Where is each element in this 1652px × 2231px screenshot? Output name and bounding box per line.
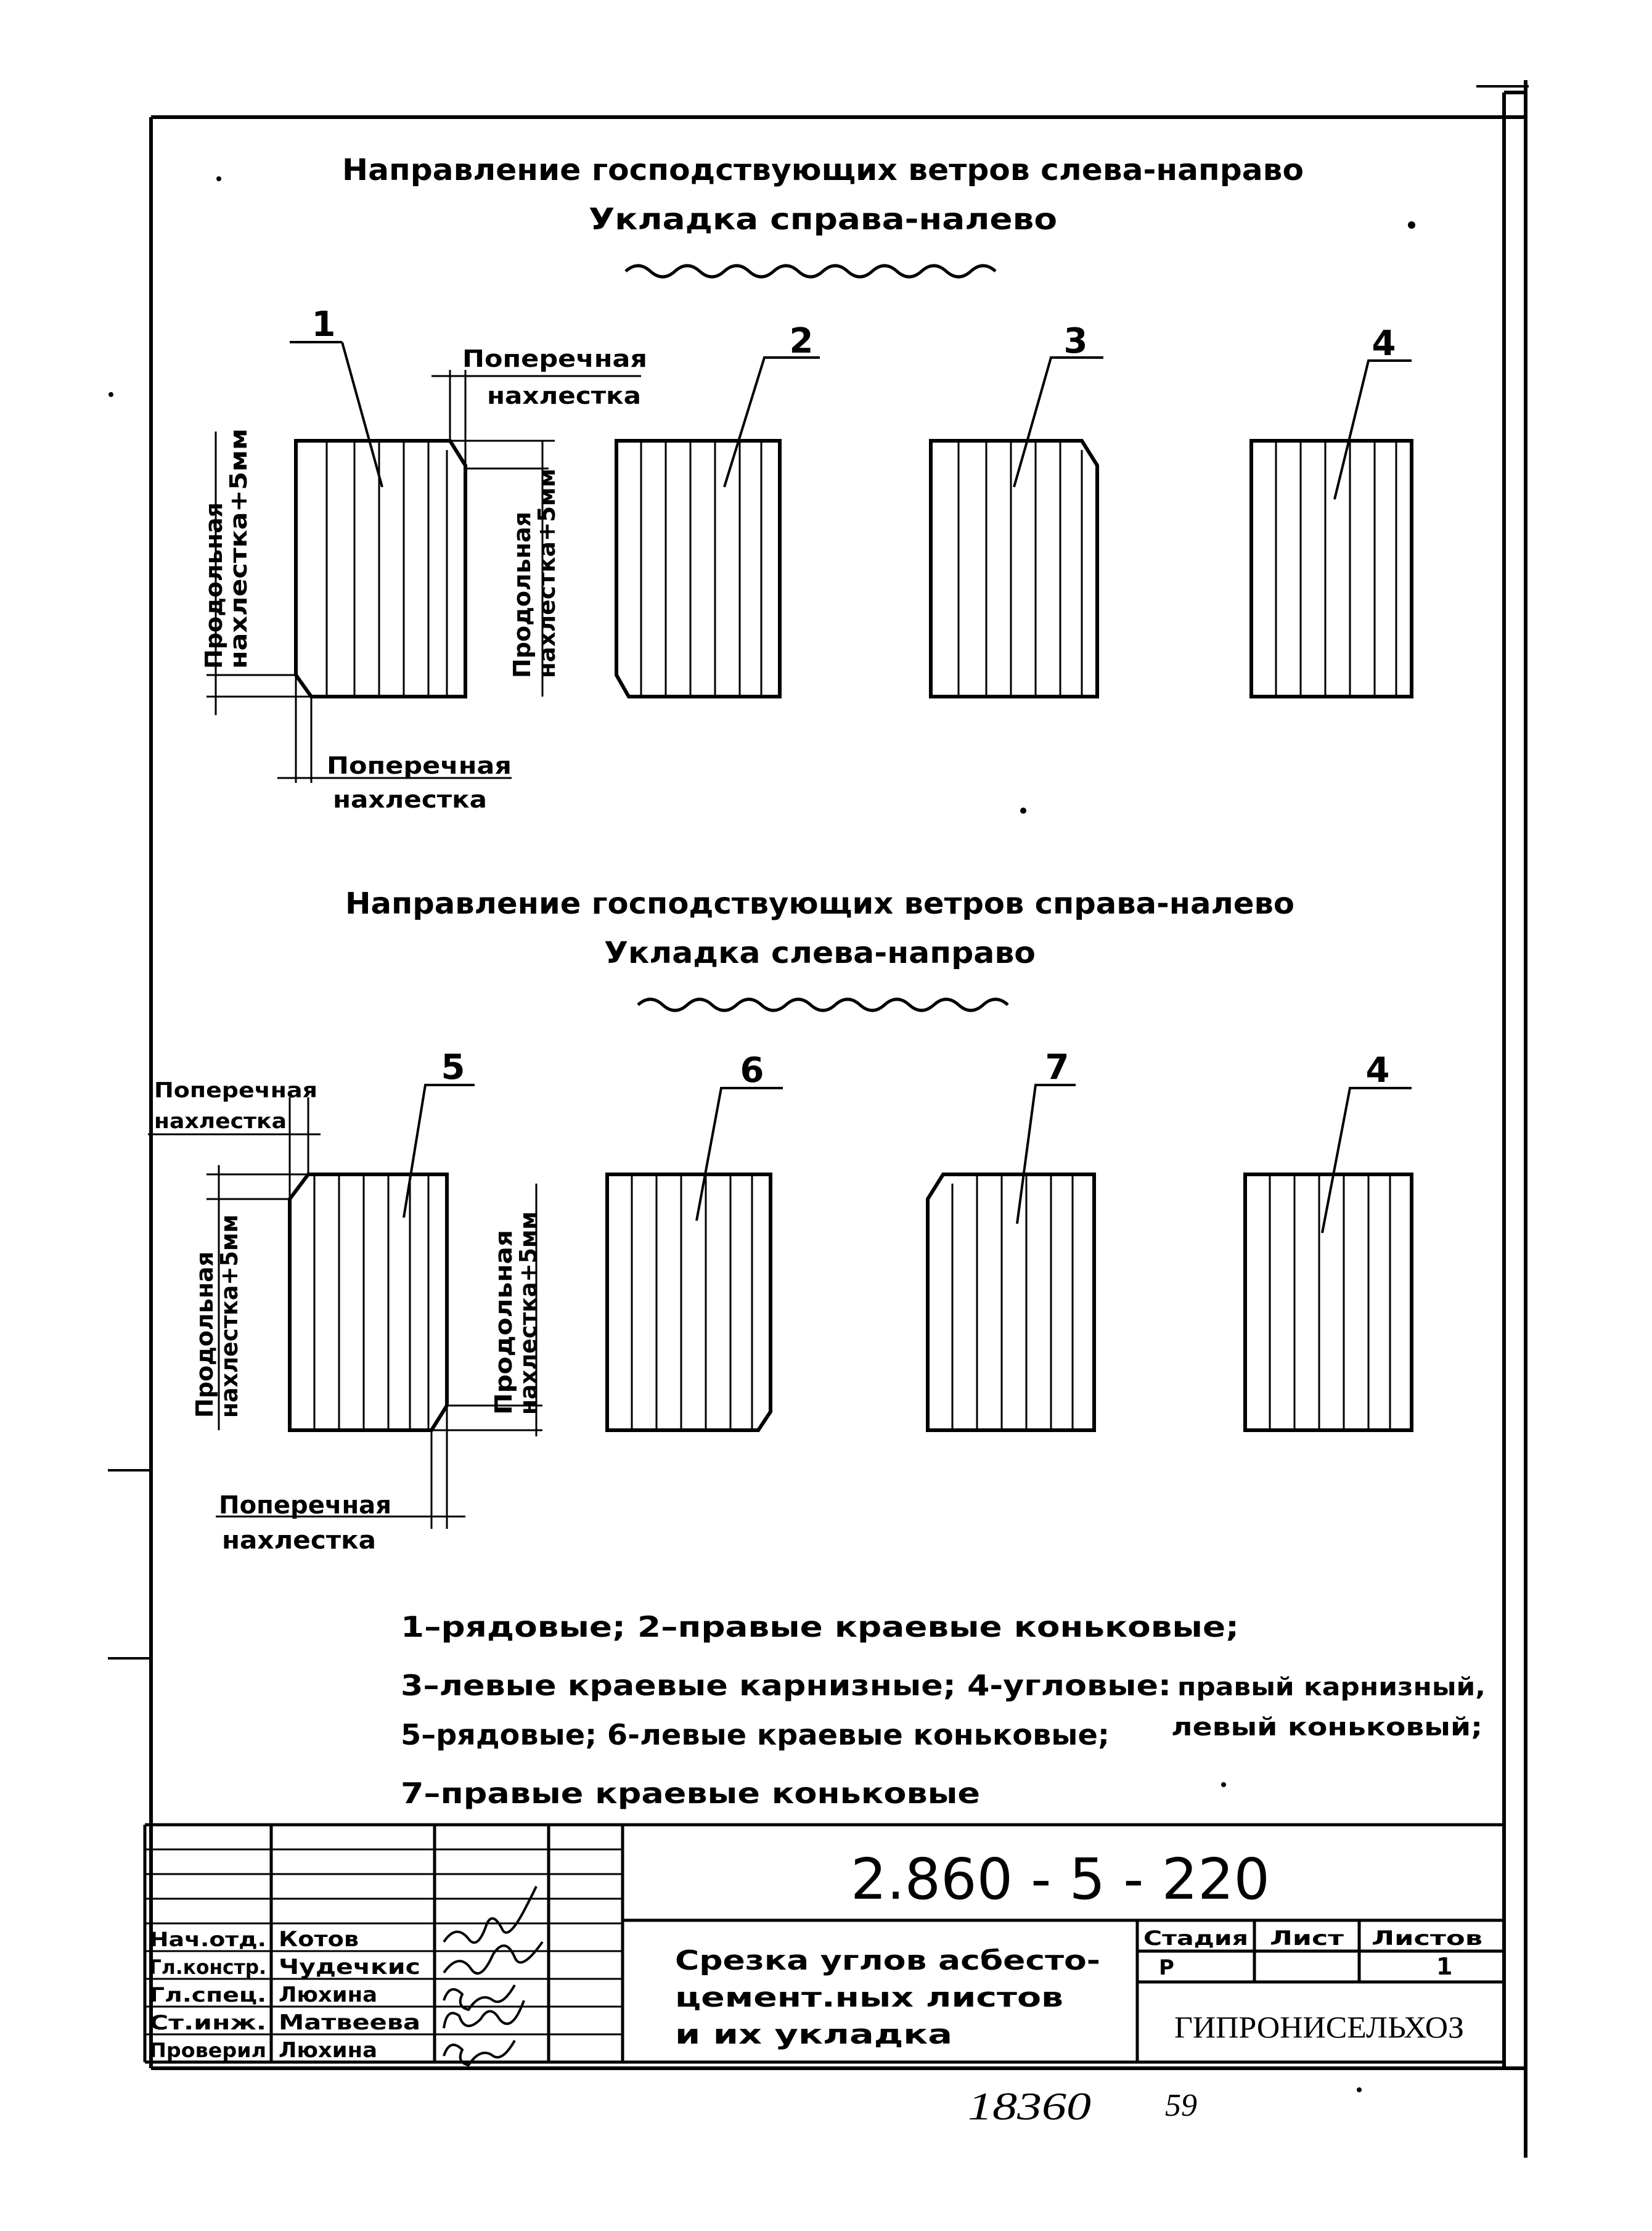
legend-line-3b: левый коньковый; <box>1171 1713 1482 1742</box>
sheet-4-top-leader <box>1335 361 1412 499</box>
bottom-transverse-label-1: Поперечная <box>154 1078 317 1103</box>
drawing-title-line-3: и их укладка <box>675 2019 952 2050</box>
drawing-title-line-2: цемент.ных листов <box>675 1982 1063 2013</box>
sheet-5-leader <box>404 1085 475 1218</box>
sheet-1-leader <box>342 342 382 487</box>
staff-roles <box>149 1928 266 2062</box>
sheet-3-number: 3 <box>1063 321 1088 361</box>
drawing-title-line-1: Срезка углов асбесто- <box>675 1945 1100 1976</box>
role-head-of-dept: Нач.отд. <box>149 1928 266 1951</box>
signature-1 <box>444 1886 536 1942</box>
top-transverse-bottom-1: Поперечная <box>327 752 512 779</box>
name-row-2: Чудечкис <box>279 1955 420 1979</box>
sheet-3 <box>931 321 1103 697</box>
top-longitudinal-right-2: нахлестка+5мм <box>533 464 560 678</box>
sheet-4-top <box>1251 324 1412 697</box>
sheet-6-number: 6 <box>740 1050 764 1091</box>
top-longitudinal-left-1: Продольная <box>200 502 227 669</box>
bottom-heading-line1: Направление господствующих ветров справа-налево <box>345 886 1294 921</box>
sheet-label: Лист <box>1270 1926 1344 1950</box>
legend-line-2b: правый карнизный, <box>1177 1673 1486 1701</box>
sheet-5 <box>290 1047 475 1430</box>
bottom-transverse-bottom-2: нахлестка <box>222 1526 376 1555</box>
staff-names <box>279 1927 420 2063</box>
top-longitudinal-left-2: нахлестка+5мм <box>225 455 252 669</box>
page-mark: 59 <box>1165 2088 1197 2123</box>
bottom-longitudinal-left-2: нахлестка+5мм <box>216 1204 243 1418</box>
sheet-6 <box>607 1050 783 1430</box>
bottom-heading-line2: Укладка слева-направо <box>604 936 1036 970</box>
organization-name: ГИПРОНИСЕЛЬХОЗ <box>1174 2010 1464 2044</box>
sheet-4-bottom-leader <box>1322 1088 1412 1233</box>
top-transverse-label-2: нахлестка <box>487 382 641 409</box>
stage-value: Р <box>1159 1955 1174 1980</box>
sheet-4-bottom <box>1245 1050 1412 1430</box>
top-dimensions <box>206 370 641 783</box>
legend-line-1: 1–рядовые; 2–правые краевые коньковые; <box>401 1610 1239 1644</box>
legend-line-2: 3–левые краевые карнизные; 4-угловые: <box>401 1669 1171 1702</box>
sheet-3-leader <box>1014 358 1103 487</box>
signatures <box>444 1886 542 2065</box>
top-heading-line1: Направление господствующих ветров слева-направо <box>342 153 1304 187</box>
bottom-longitudinal-left-1: Продольная <box>191 1251 218 1418</box>
role-chief-designer: Гл.констр. <box>149 1955 266 1979</box>
top-heading-line2: Укладка справа-налево <box>589 202 1057 237</box>
name-row-3: Люхина <box>279 1983 377 2007</box>
sheets-count-value: 1 <box>1436 1953 1453 1980</box>
sheet-1 <box>290 305 465 697</box>
sheet-5-number: 5 <box>441 1047 465 1087</box>
sheet-4-top-number: 4 <box>1372 324 1396 364</box>
sheets-count-label: Листов <box>1372 1926 1482 1950</box>
role-checked-by: Проверил <box>149 2039 266 2062</box>
wave-symbol-bottom <box>638 999 1008 1010</box>
stage-label: Стадия <box>1143 1926 1248 1950</box>
legend <box>401 1610 1486 1810</box>
bottom-longitudinal-right-2: нахлестка+5мм <box>515 1201 542 1415</box>
legend-line-3: 5–рядовые; 6-левые краевые коньковые; <box>401 1718 1110 1751</box>
sheet-2 <box>616 321 820 697</box>
sheet-5-outline <box>290 1174 447 1430</box>
name-row-4: Матвеева <box>279 2010 420 2035</box>
sheet-1-number: 1 <box>311 305 336 345</box>
top-transverse-label-1: Поперечная <box>462 345 647 372</box>
drawing-title <box>675 1945 1100 2050</box>
document-number: 2.860 - 5 - 220 <box>851 1846 1270 1912</box>
wave-symbol-top <box>626 266 996 277</box>
role-senior-engineer: Ст.инж. <box>149 2011 266 2034</box>
legend-line-4: 7–правые краевые коньковые <box>401 1777 980 1810</box>
bottom-transverse-bottom-1: Поперечная <box>219 1491 391 1520</box>
sheet-3-outline <box>931 441 1097 697</box>
bottom-transverse-label-2: нахлестка <box>154 1109 287 1134</box>
top-longitudinal-right-1: Продольная <box>509 511 536 678</box>
sheet-7-number: 7 <box>1045 1047 1069 1087</box>
inventory-number: 18360 <box>968 2084 1091 2128</box>
sheet-7 <box>928 1047 1094 1430</box>
role-chief-specialist: Гл.спец. <box>149 1983 266 2007</box>
sheet-1-corrugation <box>327 441 447 697</box>
name-row-5: Люхина <box>279 2038 377 2063</box>
sheet-frame <box>108 80 1529 2158</box>
top-transverse-bottom-2: нахлестка <box>333 786 487 813</box>
bottom-longitudinal-right-1: Продольная <box>490 1248 517 1415</box>
name-row-1: Котов <box>279 1927 359 1952</box>
signature-2 <box>444 1942 542 1973</box>
signature-4 <box>444 2000 524 2028</box>
sheet-2-number: 2 <box>789 321 814 361</box>
sheet-2-leader <box>724 358 820 487</box>
sheet-4-bottom-number: 4 <box>1365 1050 1390 1091</box>
